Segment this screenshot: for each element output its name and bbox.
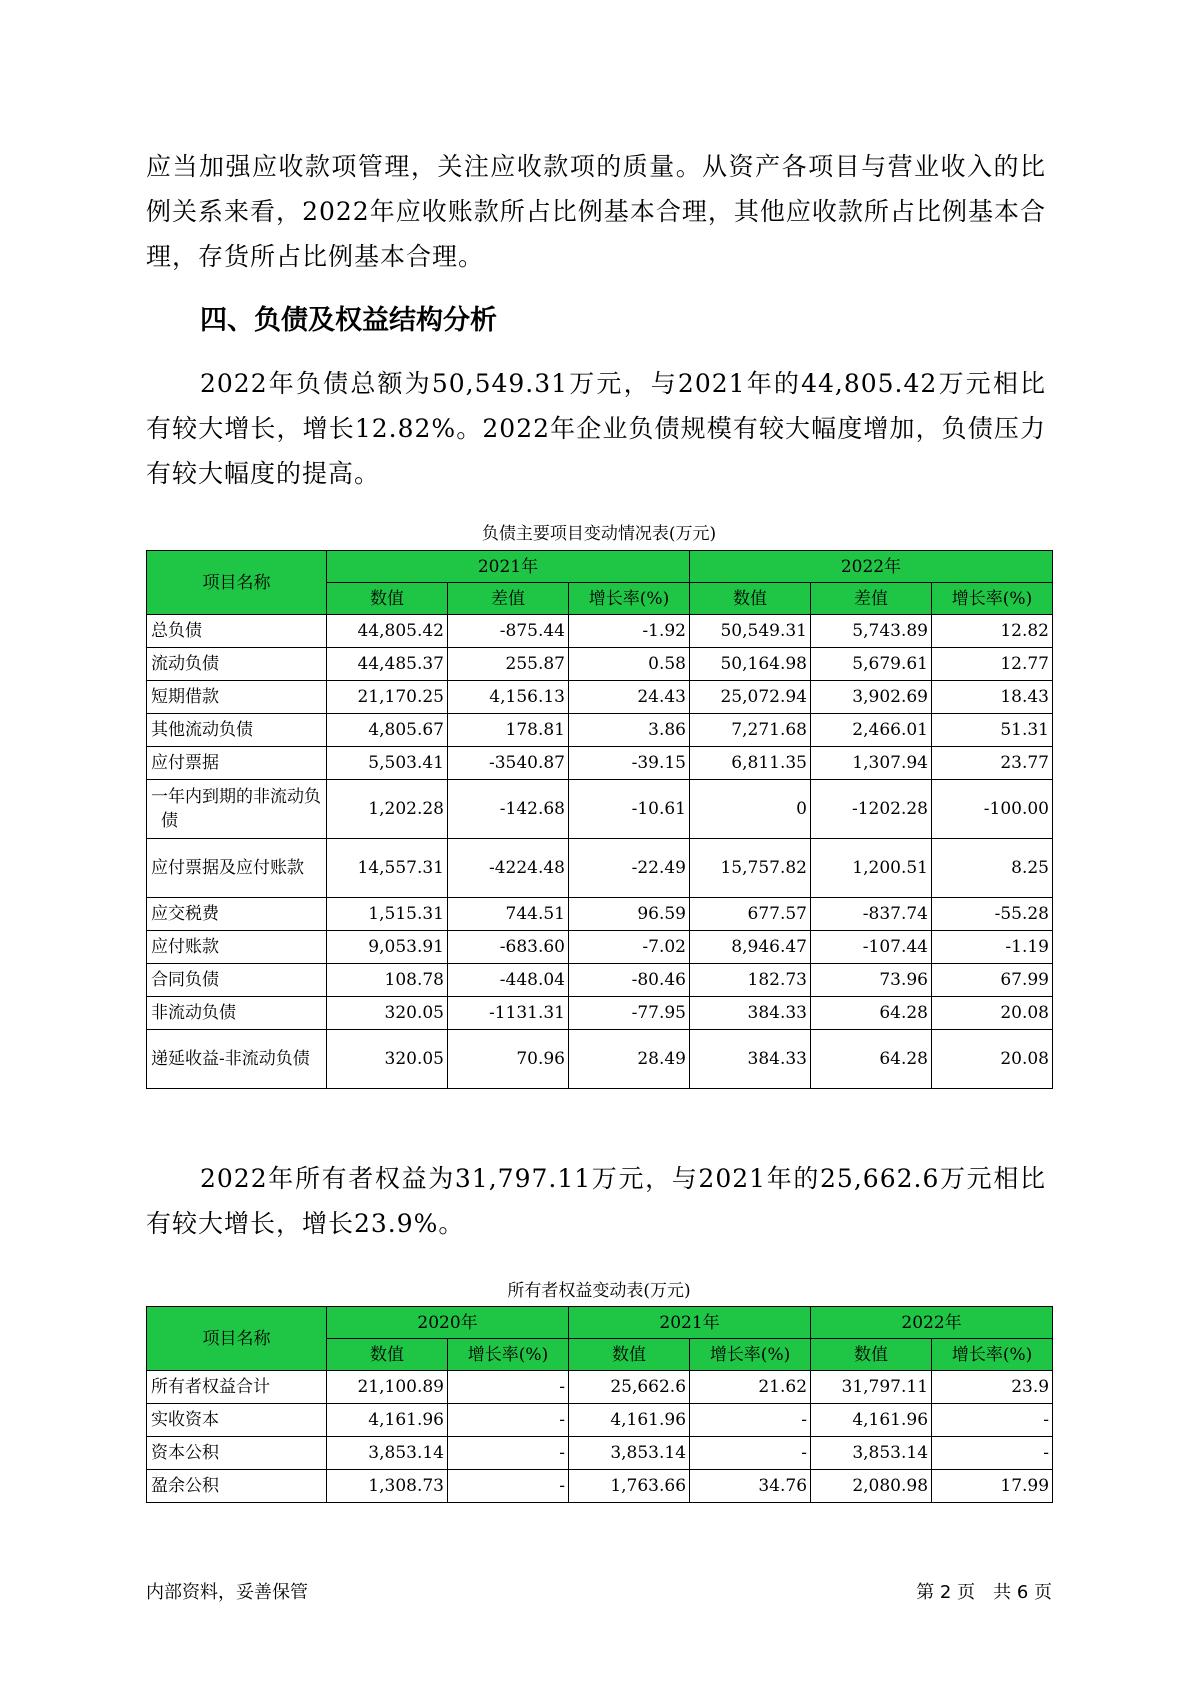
table-row: [147, 1470, 1053, 1503]
table-cell: -448.04: [448, 964, 569, 997]
table-cell: 21.62: [690, 1371, 811, 1404]
header-growth-rate: 增长率(%): [932, 1339, 1053, 1371]
table-cell: 5,503.41: [327, 747, 448, 780]
footer-page-number: 第 2 页 共 6 页: [916, 1582, 1052, 1603]
table-row: [147, 898, 1053, 931]
table-cell: 17.99: [932, 1470, 1053, 1503]
table-cell: 1,307.94: [811, 747, 932, 780]
row-label: 短期借款: [147, 681, 327, 714]
table-cell: -142.68: [448, 780, 569, 839]
row-label: 应付票据: [147, 747, 327, 780]
table-cell: 31,797.11: [811, 1371, 932, 1404]
row-label: 其他流动负债: [147, 714, 327, 747]
table-row: [147, 964, 1053, 997]
table-cell: -683.60: [448, 931, 569, 964]
table-cell: 1,515.31: [327, 898, 448, 931]
table-cell: -1202.28: [811, 780, 932, 839]
table-cell: 73.96: [811, 964, 932, 997]
equity-table: [146, 1306, 1053, 1503]
row-label: 总负债: [147, 615, 327, 648]
table-row: [147, 1437, 1053, 1470]
table-cell: 25,072.94: [690, 681, 811, 714]
header-year-2021: 2021年: [327, 551, 690, 583]
liability-table-body: [147, 615, 1053, 1089]
table-cell: -: [448, 1371, 569, 1404]
table-cell: -837.74: [811, 898, 932, 931]
table-cell: 182.73: [690, 964, 811, 997]
table-cell: 6,811.35: [690, 747, 811, 780]
table-cell: 1,763.66: [569, 1470, 690, 1503]
table-row: [147, 1404, 1053, 1437]
table-cell: 1,202.28: [327, 780, 448, 839]
table-cell: 24.43: [569, 681, 690, 714]
table-row: [147, 747, 1053, 780]
equity-table-caption: 所有者权益变动表(万元): [507, 1281, 691, 1301]
section-heading: 四、负债及权益结构分析: [200, 305, 497, 336]
header-value: 数值: [569, 1339, 690, 1371]
header-item-name: 项目名称: [147, 551, 327, 615]
table-cell: 4,161.96: [327, 1404, 448, 1437]
paragraph-equity: 2022年所有者权益为31,797.11万元，与2021年的25,662.6万元相比有较大增长，增长23.9%。: [146, 1164, 1046, 1238]
table-cell: 4,161.96: [811, 1404, 932, 1437]
table-cell: 44,805.42: [327, 615, 448, 648]
table-cell: 8,946.47: [690, 931, 811, 964]
paragraph-receivables: 应当加强应收款项管理，关注应收款项的质量。从资产各项目与营业收入的比例关系来看，2022年应收账款所占比例基本合理，其他应收款所占比例基本合理，存货所占比例基本合理。: [146, 152, 1046, 271]
table-cell: 28.49: [569, 1030, 690, 1089]
table-cell: -1131.31: [448, 997, 569, 1030]
table-cell: 20.08: [932, 1030, 1053, 1089]
table-cell: 3.86: [569, 714, 690, 747]
header-difference: 差值: [811, 583, 932, 615]
table-cell: -10.61: [569, 780, 690, 839]
table-cell: 64.28: [811, 997, 932, 1030]
table-cell: 15,757.82: [690, 839, 811, 898]
table-cell: 14,557.31: [327, 839, 448, 898]
table-cell: 4,156.13: [448, 681, 569, 714]
table-cell: 1,200.51: [811, 839, 932, 898]
table-cell: 4,161.96: [569, 1404, 690, 1437]
table-cell: 9,053.91: [327, 931, 448, 964]
header-item-name: 项目名称: [147, 1307, 327, 1371]
table-cell: -: [690, 1404, 811, 1437]
row-label: 应交税费: [147, 898, 327, 931]
table-row: [147, 714, 1053, 747]
header-growth-rate: 增长率(%): [690, 1339, 811, 1371]
table-cell: 744.51: [448, 898, 569, 931]
table-cell: 3,853.14: [569, 1437, 690, 1470]
table-row: [147, 681, 1053, 714]
table-cell: -: [932, 1404, 1053, 1437]
table-cell: 12.82: [932, 615, 1053, 648]
table-cell: 51.31: [932, 714, 1053, 747]
row-label: 流动负债: [147, 648, 327, 681]
table-cell: -: [690, 1437, 811, 1470]
footer-confidential-note: 内部资料，妥善保管: [146, 1582, 308, 1603]
row-label: 递延收益-非流动负债: [147, 1030, 327, 1089]
header-value: 数值: [811, 1339, 932, 1371]
table-cell: 64.28: [811, 1030, 932, 1089]
table-cell: 23.77: [932, 747, 1053, 780]
table-cell: 178.81: [448, 714, 569, 747]
table-cell: 384.33: [690, 997, 811, 1030]
header-difference: 差值: [448, 583, 569, 615]
table-cell: -22.49: [569, 839, 690, 898]
table-cell: 384.33: [690, 1030, 811, 1089]
table-cell: -77.95: [569, 997, 690, 1030]
liability-table-caption: 负债主要项目变动情况表(万元): [481, 524, 717, 544]
header-growth-rate: 增长率(%): [448, 1339, 569, 1371]
table-cell: 2,080.98: [811, 1470, 932, 1503]
table-cell: 255.87: [448, 648, 569, 681]
row-label: 应付票据及应付账款: [147, 839, 327, 898]
table-cell: -107.44: [811, 931, 932, 964]
table-cell: 1,308.73: [327, 1470, 448, 1503]
header-year-2022: 2022年: [690, 551, 1053, 583]
row-label: 所有者权益合计: [147, 1371, 327, 1404]
table-cell: 34.76: [690, 1470, 811, 1503]
table-cell: -1.92: [569, 615, 690, 648]
table-row: [147, 780, 1053, 839]
table-cell: 677.57: [690, 898, 811, 931]
table-cell: -: [448, 1404, 569, 1437]
table-row: [147, 997, 1053, 1030]
table-cell: -7.02: [569, 931, 690, 964]
table-cell: 4,805.67: [327, 714, 448, 747]
table-cell: -100.00: [932, 780, 1053, 839]
table-cell: -55.28: [932, 898, 1053, 931]
header-value: 数值: [327, 1339, 448, 1371]
table-cell: 108.78: [327, 964, 448, 997]
table-cell: 44,485.37: [327, 648, 448, 681]
table-cell: -: [448, 1470, 569, 1503]
table-row: [147, 648, 1053, 681]
table-row: [147, 839, 1053, 898]
header-year-2020: 2020年: [327, 1307, 569, 1339]
table-cell: 50,549.31: [690, 615, 811, 648]
row-label: 非流动负债: [147, 997, 327, 1030]
row-label: 应付账款: [147, 931, 327, 964]
table-row: [147, 1030, 1053, 1089]
table-row: [147, 931, 1053, 964]
table-cell: -3540.87: [448, 747, 569, 780]
table-cell: 12.77: [932, 648, 1053, 681]
table-cell: 5,679.61: [811, 648, 932, 681]
header-growth-rate: 增长率(%): [932, 583, 1053, 615]
table-cell: -875.44: [448, 615, 569, 648]
row-label: 实收资本: [147, 1404, 327, 1437]
table-cell: 20.08: [932, 997, 1053, 1030]
header-growth-rate: 增长率(%): [569, 583, 690, 615]
table-cell: 0: [690, 780, 811, 839]
table-cell: 2,466.01: [811, 714, 932, 747]
table-cell: 21,100.89: [327, 1371, 448, 1404]
table-cell: 67.99: [932, 964, 1053, 997]
row-label: 盈余公积: [147, 1470, 327, 1503]
row-label: 一年内到期的非流动负债: [147, 780, 327, 839]
table-cell: -4224.48: [448, 839, 569, 898]
table-cell: -1.19: [932, 931, 1053, 964]
table-cell: -: [932, 1437, 1053, 1470]
table-row: [147, 615, 1053, 648]
table-cell: 3,853.14: [811, 1437, 932, 1470]
table-cell: -: [448, 1437, 569, 1470]
equity-table-body: [147, 1371, 1053, 1503]
header-year-2021: 2021年: [569, 1307, 811, 1339]
header-year-2022: 2022年: [811, 1307, 1053, 1339]
table-cell: 320.05: [327, 1030, 448, 1089]
table-cell: 0.58: [569, 648, 690, 681]
table-cell: 23.9: [932, 1371, 1053, 1404]
table-cell: 18.43: [932, 681, 1053, 714]
table-cell: 320.05: [327, 997, 448, 1030]
table-row: [147, 1371, 1053, 1404]
table-cell: 8.25: [932, 839, 1053, 898]
table-cell: 5,743.89: [811, 615, 932, 648]
table-cell: -80.46: [569, 964, 690, 997]
liability-table: [146, 550, 1053, 1089]
table-cell: 7,271.68: [690, 714, 811, 747]
table-cell: -39.15: [569, 747, 690, 780]
table-cell: 70.96: [448, 1030, 569, 1089]
table-cell: 3,902.69: [811, 681, 932, 714]
table-cell: 50,164.98: [690, 648, 811, 681]
header-value: 数值: [690, 583, 811, 615]
table-cell: 96.59: [569, 898, 690, 931]
row-label: 资本公积: [147, 1437, 327, 1470]
table-cell: 3,853.14: [327, 1437, 448, 1470]
row-label: 合同负债: [147, 964, 327, 997]
paragraph-liabilities: 2022年负债总额为50,549.31万元，与2021年的44,805.42万元相比有较大增长，增长12.82%。2022年企业负债规模有较大幅度增加，负债压力有较大幅度的提高。: [146, 369, 1046, 488]
header-value: 数值: [327, 583, 448, 615]
table-cell: 21,170.25: [327, 681, 448, 714]
table-cell: 25,662.6: [569, 1371, 690, 1404]
